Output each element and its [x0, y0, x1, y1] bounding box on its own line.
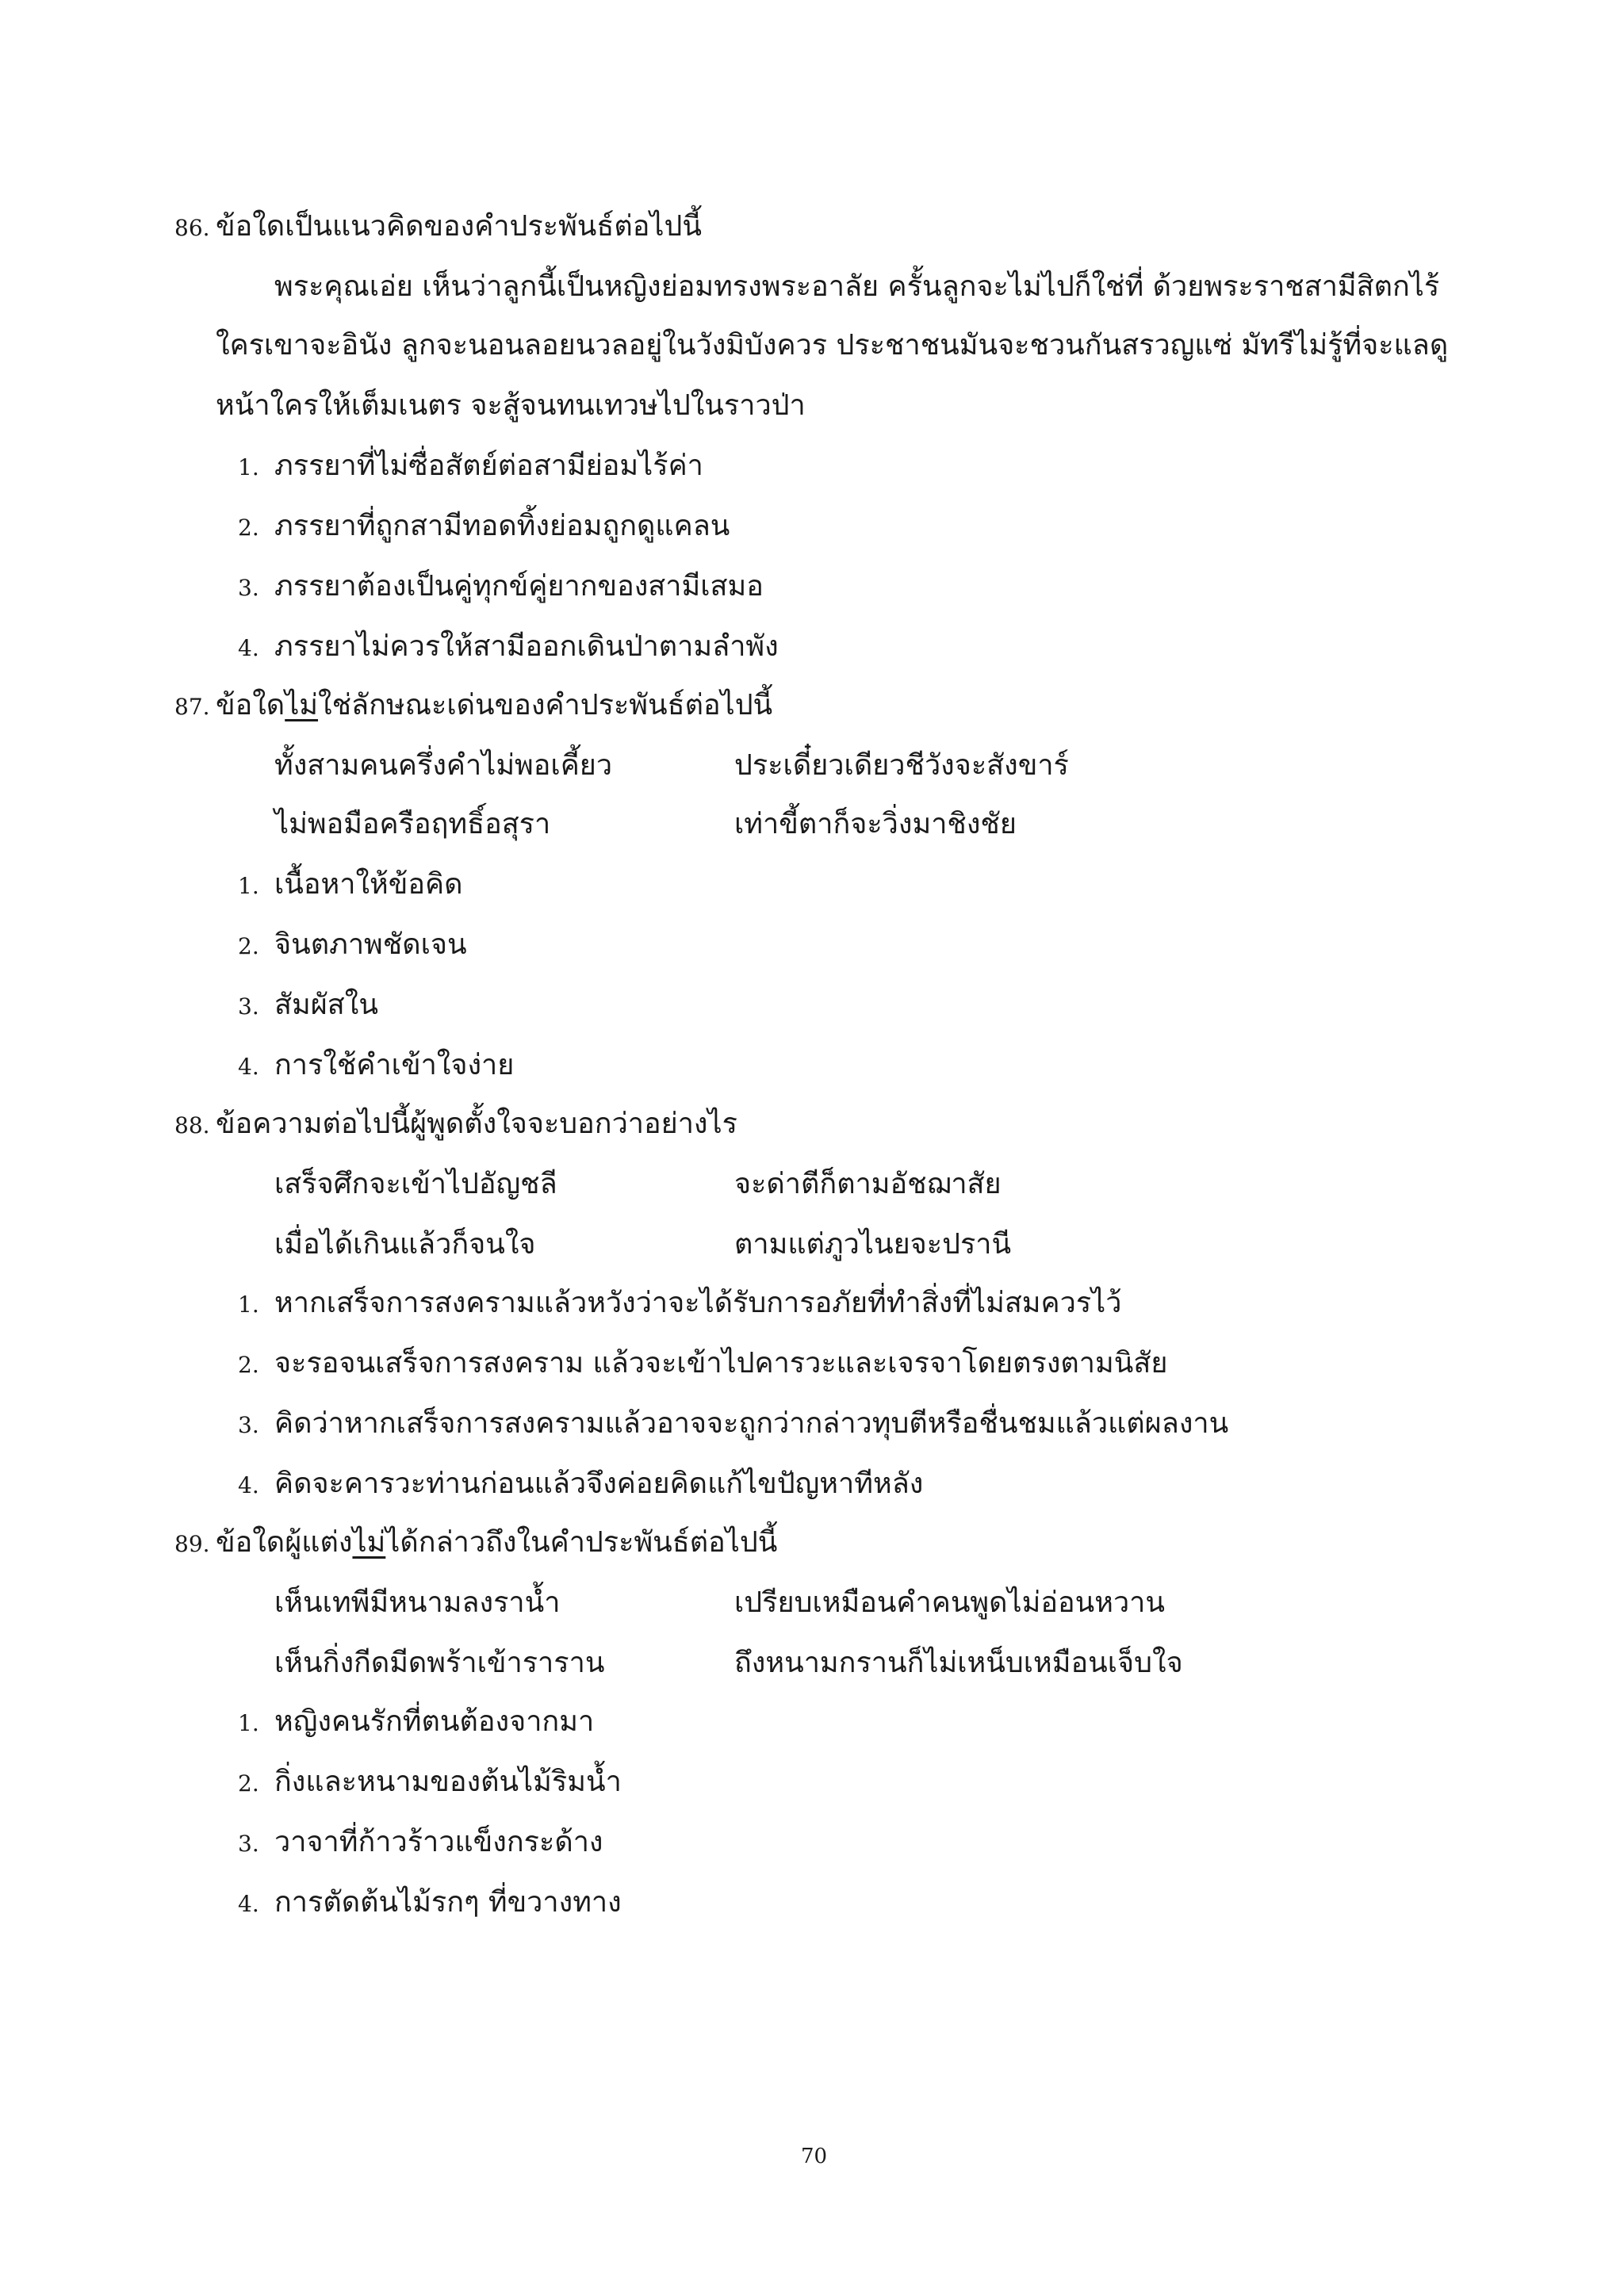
verse-left: ทั้งสามคนครึ่งคำไม่พอเคี้ยว — [274, 749, 613, 782]
verse-right: เปรียบเหมือนคำคนพูดไม่อ่อนหวาน — [734, 1586, 1165, 1619]
verse-right: ถึงหนามกรานก็ไม่เหน็บเหมือนเจ็บใจ — [734, 1647, 1183, 1679]
option-text: ภรรยาไม่ควรให้สามีออกเดินป่าตามลำพัง — [274, 630, 779, 663]
stem-part: ใช่ลักษณะเด่นของคำประพันธ์ต่อไปนี้ — [318, 689, 773, 721]
option-number: 1. — [238, 1710, 259, 1736]
verse-right: เท่าขี้ตาก็จะวิ่งมาชิงชัย — [734, 808, 1017, 840]
question-stem — [216, 687, 772, 725]
verse-left: เห็นกิ่งกีดมีดพร้าเข้าราราน — [274, 1647, 605, 1679]
option-text: จินตภาพชัดเจน — [274, 928, 467, 961]
passage-line: พระคุณเอ่ย เห็นว่าลูกนี้เป็นหญิงย่อมทรงพระอาลัย ครั้นลูกจะไม่ไปก็ใช่ที่ ด้วยพระราชสามีสิตกไร้ — [274, 270, 1440, 303]
stem-part: ข้อใด — [216, 689, 285, 721]
option-text: จะรอจนเสร็จการสงคราม แล้วจะเข้าไปคารวะและเจรจาโดยตรงตามนิสัย — [274, 1347, 1168, 1380]
option-number: 2. — [238, 1352, 259, 1378]
option-number: 1. — [238, 454, 259, 480]
option-text: ภรรยาที่ถูกสามีทอดทิ้งย่อมถูกดูแคลน — [274, 510, 730, 542]
option-text: การใช้คำเข้าใจง่าย — [274, 1049, 515, 1081]
option-text: กิ่งและหนามของต้นไม้ริมน้ำ — [274, 1766, 622, 1798]
stem-underlined: ไม่ — [352, 1526, 386, 1559]
question-number: 89. — [174, 1531, 210, 1557]
verse-left: เมื่อได้เกินแล้วก็จนใจ — [274, 1228, 536, 1261]
verse-left: เห็นเทพีมีหนามลงราน้ำ — [274, 1586, 561, 1619]
option-number: 3. — [238, 993, 259, 1020]
option-text: ภรรยาที่ไม่ซื่อสัตย์ต่อสามีย่อมไร้ค่า — [274, 450, 703, 482]
stem-part: ได้กล่าวถึงในคำประพันธ์ต่อไปนี้ — [385, 1526, 778, 1559]
option-number: 4. — [238, 1472, 259, 1498]
option-number: 4. — [238, 1891, 259, 1917]
question-stem: ข้อความต่อไปนี้ผู้พูดตั้งใจจะบอกว่าอย่างไร — [216, 1108, 737, 1140]
option-text: สัมผัสใน — [274, 989, 378, 1021]
option-text: คิดว่าหากเสร็จการสงครามแล้วอาจจะถูกว่ากล่าวทุบตีหรือชื่นชมแล้วแต่ผลงาน — [274, 1407, 1229, 1440]
question-number: 88. — [174, 1112, 210, 1138]
verse-right: ประเดี๋ยวเดียวชีวังจะสังขาร์ — [734, 749, 1069, 782]
page-number: 70 — [801, 2145, 828, 2168]
option-number: 2. — [238, 1770, 259, 1797]
verse-right: ตามแต่ภูวไนยจะปรานี — [734, 1228, 1012, 1261]
option-text: วาจาที่ก้าวร้าวแข็งกระด้าง — [274, 1826, 603, 1858]
passage-line: ใครเขาจะอินัง ลูกจะนอนลอยนวลอยู่ในวังมิบังควร ประชาชนมันจะชวนกันสรวญแซ่ มัทรีไม่รู้ที่จะแลดู — [216, 329, 1449, 362]
option-text: การตัดต้นไม้รกๆ ที่ขวางทาง — [274, 1886, 622, 1919]
option-text: คิดจะคารวะท่านก่อนแล้วจึงค่อยคิดแก้ไขปัญหาทีหลัง — [274, 1468, 924, 1500]
question-number: 87. — [174, 694, 210, 720]
verse-right: จะด่าตีก็ตามอัชฌาสัย — [734, 1168, 1002, 1200]
question-number: 86. — [174, 215, 210, 241]
option-number: 3. — [238, 1831, 259, 1857]
verse-left: ไม่พอมือครือฤทธิ์อสุรา — [274, 808, 551, 840]
option-text: เนื้อหาให้ข้อคิด — [274, 868, 463, 901]
passage-line: หน้าใครให้เต็มเนตร จะสู้จนทนเทวษไปในราวป่า — [216, 389, 806, 422]
question-stem: ข้อใดเป็นแนวคิดของคำประพันธ์ต่อไปนี้ — [216, 210, 702, 243]
option-number: 3. — [238, 1412, 259, 1438]
option-number: 1. — [238, 1292, 259, 1318]
option-number: 2. — [238, 933, 259, 959]
option-number: 2. — [238, 515, 259, 541]
stem-underlined: ไม่ — [285, 689, 319, 721]
option-number: 4. — [238, 635, 259, 661]
option-text: หากเสร็จการสงครามแล้วหวังว่าจะได้รับการอภัยที่ทำสิ่งที่ไม่สมควรไว้ — [274, 1287, 1122, 1319]
verse-left: เสร็จศึกจะเข้าไปอัญชลี — [274, 1168, 557, 1200]
option-number: 3. — [238, 575, 259, 601]
question-stem — [216, 1524, 777, 1562]
option-text: ภรรยาต้องเป็นคู่ทุกข์คู่ยากของสามีเสมอ — [274, 570, 764, 603]
option-number: 4. — [238, 1054, 259, 1080]
stem-part: ข้อใดผู้แต่ง — [216, 1526, 353, 1559]
option-number: 1. — [238, 873, 259, 899]
option-text: หญิงคนรักที่ตนต้องจากมา — [274, 1705, 595, 1738]
